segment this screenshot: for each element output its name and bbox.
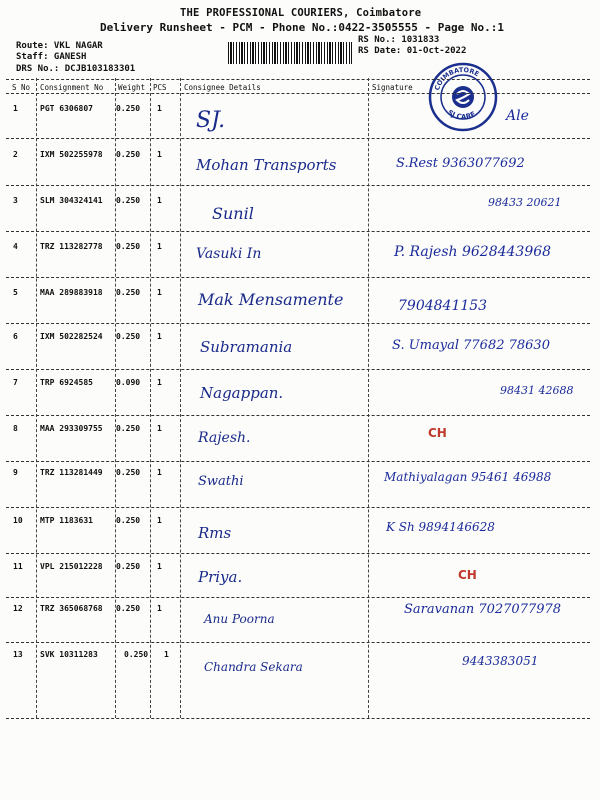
row-pcs: 1 bbox=[157, 468, 162, 477]
row-consignment: TRP 6924585 bbox=[40, 378, 93, 387]
row-signature: 9443383051 bbox=[462, 654, 539, 668]
row-consignment: SVK 10311283 bbox=[40, 650, 98, 659]
col-divider bbox=[115, 78, 116, 718]
row-consignment: SLM 304324141 bbox=[40, 196, 103, 205]
row-sno: 12 bbox=[13, 604, 23, 613]
row-sno: 1 bbox=[13, 104, 18, 113]
row-separator bbox=[6, 369, 590, 370]
row-consignment: PGT 6306807 bbox=[40, 104, 93, 113]
row-sno: 13 bbox=[13, 650, 23, 659]
row-separator bbox=[6, 138, 590, 139]
row-consignment: MAA 293309755 bbox=[40, 424, 103, 433]
col-divider bbox=[150, 78, 151, 718]
row-weight: 0.250 bbox=[116, 516, 141, 525]
stamp-top-text: COIMBATORE bbox=[433, 65, 481, 92]
row-signature: S. Umayal 77682 78630 bbox=[392, 338, 550, 353]
row-consignee: Nagappan. bbox=[200, 384, 284, 402]
col-header-sno: S No bbox=[12, 83, 31, 92]
row-consignment: TRZ 365068768 bbox=[40, 604, 103, 613]
row-consignee: Subramania bbox=[200, 338, 293, 356]
row-pcs: 1 bbox=[157, 332, 162, 341]
row-consignee: Anu Poorna bbox=[204, 612, 275, 626]
row-separator bbox=[6, 415, 590, 416]
row-consignment: IXM 502255978 bbox=[40, 150, 103, 159]
row-consignment: MAA 289883918 bbox=[40, 288, 103, 297]
row-consignee: Vasuki In bbox=[196, 246, 262, 262]
row-weight: 0.090 bbox=[116, 378, 141, 387]
row-sno: 10 bbox=[13, 516, 23, 525]
row-sno: 3 bbox=[13, 196, 18, 205]
row-weight: 0.250 bbox=[116, 468, 141, 477]
runsheet-subtitle: Delivery Runsheet - PCM - Phone No.:0422-3505555 - Page No.:1 bbox=[100, 21, 504, 34]
col-header-consignment: Consignment No bbox=[40, 83, 104, 92]
row-consignment: IXM 502282524 bbox=[40, 332, 103, 341]
company-title: THE PROFESSIONAL COURIERS, Coimbatore bbox=[180, 7, 422, 19]
row-signature: 98431 42688 bbox=[500, 384, 574, 397]
ch-mark: CH bbox=[428, 426, 447, 440]
company-stamp bbox=[428, 62, 498, 132]
row-weight: 0.250 bbox=[116, 196, 141, 205]
rs-date: RS Date: 01-Oct-2022 bbox=[358, 46, 467, 56]
row-signature: Mathiyalagan 95461 46988 bbox=[384, 470, 552, 484]
route-label: Route: VKL NAGAR bbox=[16, 41, 103, 51]
stamp-bottom-text: SJ CARE bbox=[446, 108, 477, 122]
row-separator bbox=[6, 553, 590, 554]
row-consignee: Chandra Sekara bbox=[204, 660, 303, 674]
row-signature: Saravanan 7027077978 bbox=[404, 602, 562, 617]
col-header-signature: Signature bbox=[372, 83, 413, 92]
col-header-pcs: PCS bbox=[153, 83, 167, 92]
row-consignment: VPL 215012228 bbox=[40, 562, 103, 571]
row-sno: 9 bbox=[13, 468, 18, 477]
row-signature: P. Rajesh 9628443968 bbox=[394, 244, 552, 260]
row-sno: 8 bbox=[13, 424, 18, 433]
row-weight: 0.250 bbox=[124, 650, 149, 659]
row-weight: 0.250 bbox=[116, 562, 141, 571]
row-separator bbox=[6, 231, 590, 232]
col-header-consignee: Consignee Details bbox=[184, 83, 261, 92]
row-signature: 98433 20621 bbox=[488, 196, 562, 209]
row-consignee: Mohan Transports bbox=[196, 156, 337, 174]
row-pcs: 1 bbox=[157, 562, 162, 571]
col-header-weight: Weight bbox=[118, 83, 146, 92]
row-separator bbox=[6, 323, 590, 324]
row-pcs: 1 bbox=[157, 196, 162, 205]
row-pcs: 1 bbox=[157, 516, 162, 525]
row-consignment: TRZ 113282778 bbox=[40, 242, 103, 251]
row-weight: 0.250 bbox=[116, 242, 141, 251]
row-sno: 5 bbox=[13, 288, 18, 297]
row-weight: 0.250 bbox=[116, 332, 141, 341]
row-sno: 2 bbox=[13, 150, 18, 159]
row-pcs: 1 bbox=[157, 604, 162, 613]
row-separator bbox=[6, 718, 590, 719]
staff-label: Staff: GANESH bbox=[16, 52, 87, 62]
row-signature: Ale bbox=[506, 108, 529, 124]
row-consignment: MTP 1183631 bbox=[40, 516, 93, 525]
drs-number: DRS No.: DCJB103183301 bbox=[16, 64, 136, 74]
row-separator bbox=[6, 597, 590, 598]
row-consignee: Swathi bbox=[198, 474, 244, 489]
barcode bbox=[228, 42, 352, 64]
row-sno: 11 bbox=[13, 562, 23, 571]
header-bottom-rule bbox=[6, 93, 590, 94]
row-signature: 7904841153 bbox=[398, 298, 488, 314]
row-consignee: Mak Mensamente bbox=[198, 290, 344, 309]
svg-text:SJ CARE bbox=[446, 108, 477, 121]
row-pcs: 1 bbox=[157, 242, 162, 251]
col-divider bbox=[368, 78, 369, 718]
ch-mark: CH bbox=[458, 568, 477, 582]
row-pcs: 1 bbox=[157, 378, 162, 387]
row-separator bbox=[6, 185, 590, 186]
col-divider bbox=[180, 78, 181, 718]
row-consignee: Rajesh. bbox=[198, 430, 251, 446]
row-signature: S.Rest 9363077692 bbox=[396, 156, 525, 171]
row-pcs: 1 bbox=[164, 650, 169, 659]
col-divider bbox=[36, 78, 37, 718]
row-sno: 6 bbox=[13, 332, 18, 341]
row-weight: 0.250 bbox=[116, 104, 141, 113]
rs-number: RS No.: 1031833 bbox=[358, 35, 440, 45]
row-separator bbox=[6, 461, 590, 462]
row-pcs: 1 bbox=[157, 288, 162, 297]
row-consignee: Priya. bbox=[198, 568, 243, 586]
row-pcs: 1 bbox=[157, 150, 162, 159]
row-sno: 7 bbox=[13, 378, 18, 387]
row-weight: 0.250 bbox=[116, 424, 141, 433]
row-pcs: 1 bbox=[157, 104, 162, 113]
row-separator bbox=[6, 277, 590, 278]
header-top-rule bbox=[6, 79, 590, 80]
row-weight: 0.250 bbox=[116, 604, 141, 613]
row-weight: 0.250 bbox=[116, 150, 141, 159]
row-consignee: Sunil bbox=[212, 204, 254, 223]
row-sno: 4 bbox=[13, 242, 18, 251]
row-consignee: Rms bbox=[198, 524, 232, 542]
row-weight: 0.250 bbox=[116, 288, 141, 297]
row-separator bbox=[6, 507, 590, 508]
row-consignment: TRZ 113281449 bbox=[40, 468, 103, 477]
row-consignee: SJ. bbox=[196, 108, 226, 133]
row-separator bbox=[6, 642, 590, 643]
row-pcs: 1 bbox=[157, 424, 162, 433]
row-signature: K Sh 9894146628 bbox=[386, 520, 495, 534]
